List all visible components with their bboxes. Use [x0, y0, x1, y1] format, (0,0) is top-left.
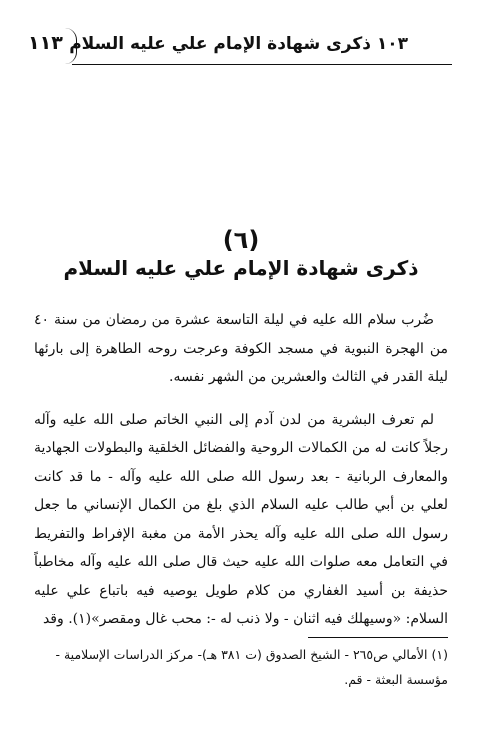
footnote: (١) الأمالي ص٢٦٥ - الشيخ الصدوق (ت ٣٨١ هـ)- مركز الدراسات الإسلامية - مؤسسة البعثة - قم. [55, 647, 448, 687]
page-number-bracket [62, 28, 77, 64]
paragraph-1: ضُرب سلام الله عليه في ليلة التاسعة عشرة من رمضان من سنة ٤٠ من الهجرة النبوية في مسجد الكوفة وعرجت روحه الطاهرة إلى بارئها ليلة القدر في الثالث والعشرين من الشهر نفسه. [34, 312, 448, 385]
running-header [28, 28, 452, 68]
footnote-rule [308, 637, 448, 638]
header-rule [72, 64, 452, 65]
header-title: ١٠٣ ذكرى شهادة الإمام علي عليه السلام [69, 34, 408, 54]
chapter-number: (٦) [222, 226, 260, 254]
paragraph-2: لم تعرف البشرية من لدن آدم إلى النبي الخاتم صلى الله عليه وآله رجلاً كانت له من الكمالات الروحية والفضائل الخلقية والبطولات الجهادية والمعارف الربانية - بعد رسول الله صلى الله عليه وآله - ما قد كانت لعلي بن أبي طالب عليه السلام الذي بلغ من الكمال الإنساني ما جعل رسول الله صلى الله عليه وآله يحذر الأمة من مغبة الإفراط والتفريط في التعامل معه صلوات الله عليه حيث قال صلى الله عليه وآله مخاطباً حذيفة بن أسيد الغفاري من كلام طويل يوصيه فيه باتباع علي عليه السلام: «وسيهلك فيه اثنان - ولا ذنب له -: محب غال ومقصر»(١). وقد [34, 411, 449, 627]
body-text [34, 306, 448, 634]
page-number: ١١٣ [28, 32, 63, 54]
chapter-title: ذكرى شهادة الإمام علي عليه السلام [63, 256, 419, 280]
